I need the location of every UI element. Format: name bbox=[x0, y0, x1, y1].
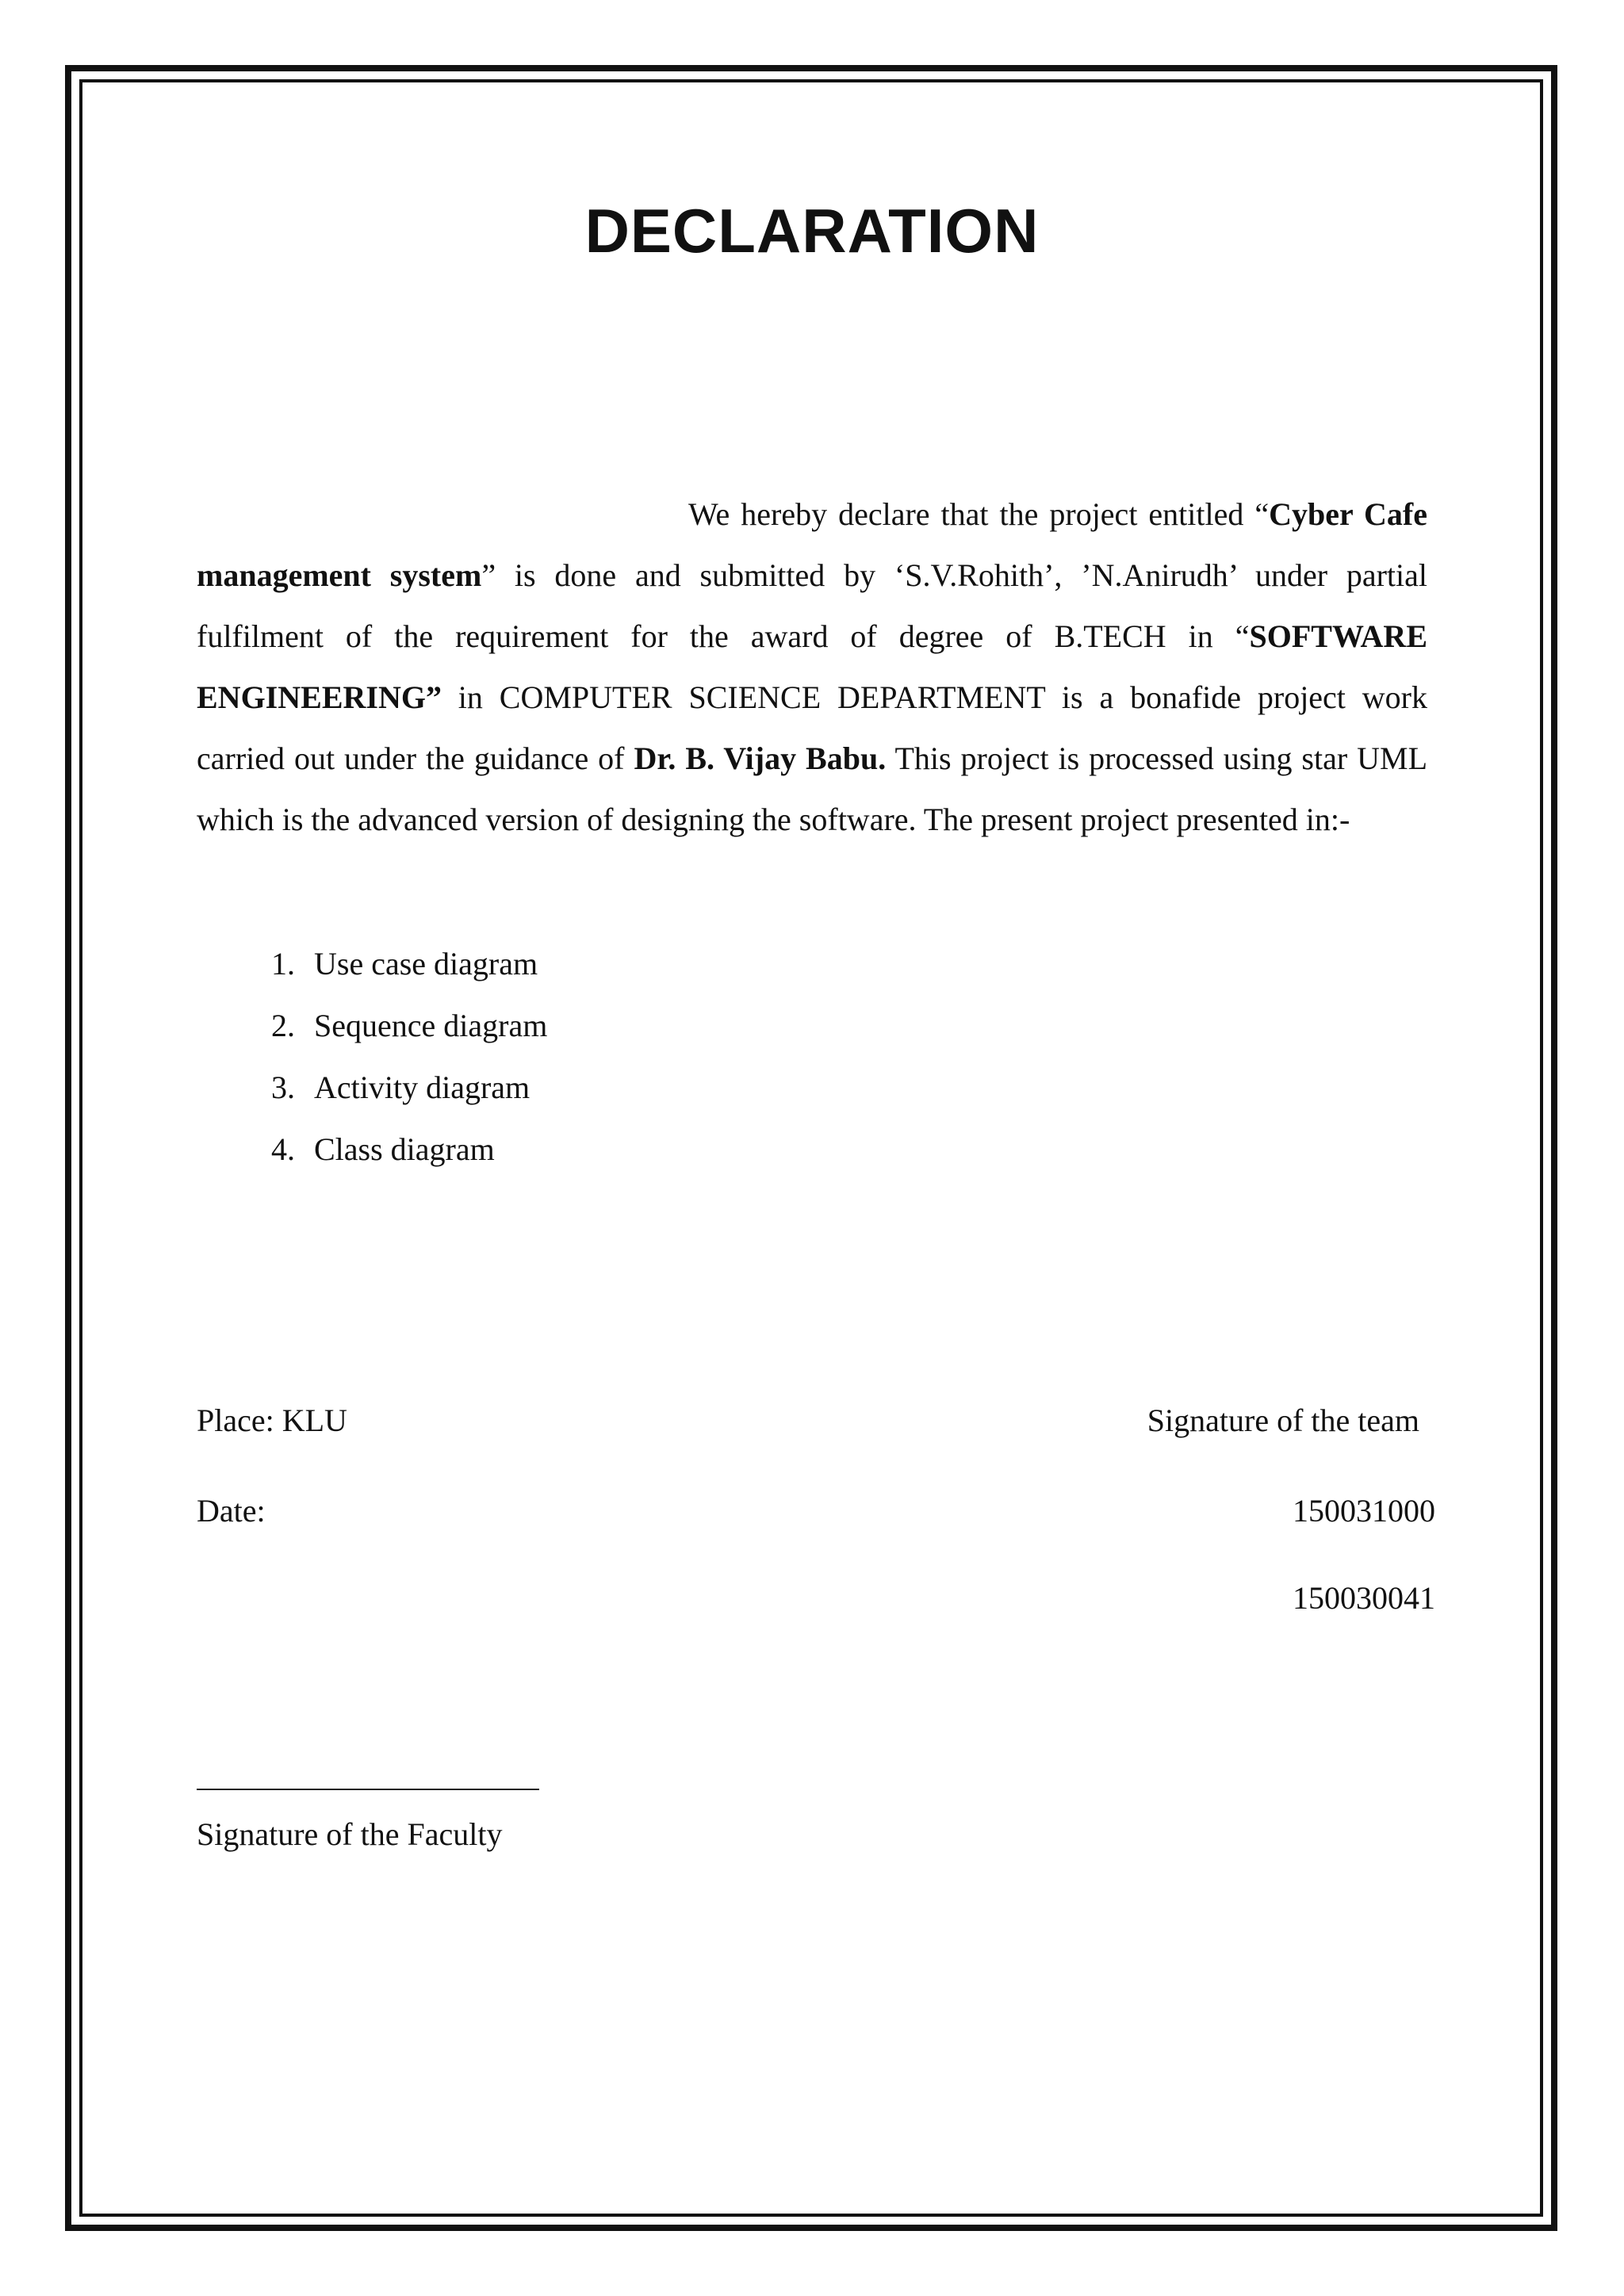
declaration-paragraph bbox=[197, 484, 1427, 850]
faculty-signature-label: Signature of the Faculty bbox=[197, 1816, 503, 1852]
faculty-signature-line bbox=[197, 1789, 539, 1790]
list-item bbox=[197, 1007, 547, 1069]
list-label: Sequence diagram bbox=[314, 1008, 548, 1043]
list-number: 4. bbox=[271, 1131, 295, 1167]
paragraph-text-2: ” is done and submitted by ‘S.V.Rohith’, ’N.Anirudh’ under partial fulfilment of the requirement for the award of degree of B.TECH in “ bbox=[197, 557, 1427, 654]
guide-name: Dr. B. Vijay Babu. bbox=[634, 740, 887, 776]
place-label: Place: KLU bbox=[197, 1402, 347, 1438]
team-id-2: 150030041 bbox=[1293, 1580, 1435, 1616]
paragraph-text-3: in COMPUTER SCIENCE DEPARTMENT is a bonafide project work carried out under the guidance of bbox=[197, 679, 1427, 776]
list-number: 2. bbox=[271, 1008, 295, 1043]
list-label: Activity diagram bbox=[314, 1070, 530, 1105]
list-label: Use case diagram bbox=[314, 946, 538, 982]
list-item bbox=[197, 945, 547, 1007]
page-title: DECLARATION bbox=[584, 196, 1040, 266]
list-number: 1. bbox=[271, 946, 295, 982]
paragraph-text-4: This project is processed using star UML which is the advanced version of designing the software. The present project presented in:- bbox=[197, 740, 1427, 837]
team-id-1: 150031000 bbox=[1293, 1493, 1435, 1529]
list-number: 3. bbox=[271, 1070, 295, 1105]
list-item bbox=[197, 1069, 547, 1131]
project-name: Cyber Cafe management system bbox=[197, 496, 1427, 593]
date-label: Date: bbox=[197, 1493, 266, 1529]
list-item bbox=[197, 1131, 547, 1192]
team-signature-label: Signature of the team bbox=[1147, 1402, 1419, 1438]
paragraph-text-1: We hereby declare that the project entitled “ bbox=[688, 496, 1270, 532]
list-label: Class diagram bbox=[314, 1131, 495, 1167]
subject-name: SOFTWARE ENGINEERING” bbox=[197, 618, 1427, 715]
diagram-list bbox=[197, 945, 547, 1192]
